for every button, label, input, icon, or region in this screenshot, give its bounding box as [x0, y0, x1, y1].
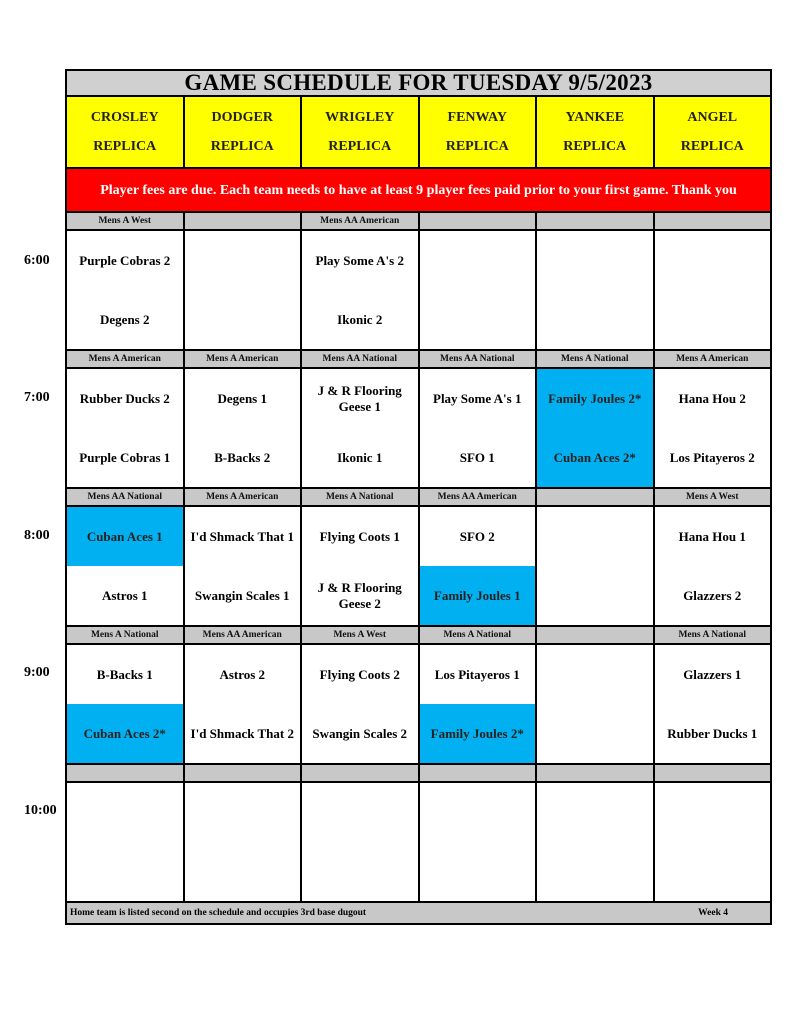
field-subtitle: REPLICA — [563, 138, 627, 154]
division-label: Mens AA American — [302, 213, 418, 229]
home-team — [302, 842, 418, 901]
home-team: Purple Cobras 1 — [67, 428, 183, 487]
game-cell — [185, 645, 301, 763]
division-label: Mens A National — [655, 627, 771, 643]
field-subtitle: REPLICA — [93, 138, 157, 154]
division-label: Mens AA National — [67, 489, 183, 505]
time-label: 6:00 — [24, 253, 50, 268]
away-team — [185, 783, 301, 842]
game-cell — [420, 231, 536, 349]
field-header-dodger — [185, 97, 301, 167]
division-row — [67, 765, 770, 783]
game-cell — [67, 231, 183, 349]
field-header-wrigley — [302, 97, 418, 167]
home-team: J & R Flooring Geese 2 — [302, 566, 418, 625]
game-cell — [655, 507, 771, 625]
away-team: Family Joules 2* — [537, 369, 653, 428]
time-label: 9:00 — [24, 665, 50, 680]
field-header-angel — [655, 97, 771, 167]
game-cell — [302, 507, 418, 625]
home-team: Astros 1 — [67, 566, 183, 625]
division-label — [537, 213, 653, 229]
home-team — [67, 842, 183, 901]
home-team — [420, 842, 536, 901]
time-label: 8:00 — [24, 528, 50, 543]
game-cell — [185, 231, 301, 349]
division-label: Mens A American — [185, 351, 301, 367]
home-team: Ikonic 1 — [302, 428, 418, 487]
game-cell — [537, 507, 653, 625]
away-team — [67, 783, 183, 842]
field-name: WRIGLEY — [325, 109, 395, 125]
away-team: I'd Shmack That 1 — [185, 507, 301, 566]
division-label — [537, 627, 653, 643]
division-label — [185, 765, 301, 781]
home-team: B-Backs 2 — [185, 428, 301, 487]
away-team: B-Backs 1 — [67, 645, 183, 704]
home-team — [185, 842, 301, 901]
game-cell — [655, 783, 771, 901]
division-label: Mens AA National — [302, 351, 418, 367]
away-team — [655, 783, 771, 842]
game-cell — [655, 369, 771, 487]
game-cell — [420, 507, 536, 625]
field-name: CROSLEY — [90, 109, 159, 125]
field-subtitle: REPLICA — [210, 138, 274, 154]
home-team: Swangin Scales 2 — [302, 704, 418, 763]
game-row — [67, 231, 770, 351]
fee-notice-banner: Player fees are due. Each team needs to have at least 9 player fees paid prior to your first game. Thank you — [67, 169, 770, 213]
away-team — [420, 783, 536, 842]
away-team: Hana Hou 2 — [655, 369, 771, 428]
away-team: Flying Coots 2 — [302, 645, 418, 704]
field-name: ANGEL — [687, 109, 738, 125]
away-team — [655, 231, 771, 290]
home-team: Cuban Aces 2* — [537, 428, 653, 487]
home-team: SFO 1 — [420, 428, 536, 487]
game-cell — [67, 783, 183, 901]
week-label: Week 4 — [698, 908, 728, 918]
home-team: Glazzers 2 — [655, 566, 771, 625]
away-team: Cuban Aces 1 — [67, 507, 183, 566]
home-team: Swangin Scales 1 — [185, 566, 301, 625]
away-team: Los Pitayeros 1 — [420, 645, 536, 704]
away-team: Astros 2 — [185, 645, 301, 704]
division-label: Mens A National — [302, 489, 418, 505]
field-name: FENWAY — [447, 109, 507, 125]
game-cell — [302, 231, 418, 349]
division-label — [655, 213, 771, 229]
division-label: Mens AA National — [420, 351, 536, 367]
division-label: Mens A American — [655, 351, 771, 367]
away-team — [302, 783, 418, 842]
home-team: Degens 2 — [67, 290, 183, 349]
home-team: Family Joules 2* — [420, 704, 536, 763]
division-label — [420, 213, 536, 229]
away-team: SFO 2 — [420, 507, 536, 566]
division-label: Mens A National — [420, 627, 536, 643]
away-team: Rubber Ducks 2 — [67, 369, 183, 428]
game-row — [67, 507, 770, 627]
division-row — [67, 351, 770, 369]
home-team — [537, 290, 653, 349]
game-cell — [185, 783, 301, 901]
time-label: 10:00 — [24, 803, 57, 818]
away-team — [537, 231, 653, 290]
division-label — [655, 765, 771, 781]
division-label — [537, 765, 653, 781]
division-label — [185, 213, 301, 229]
time-slots — [67, 213, 770, 903]
game-cell — [302, 783, 418, 901]
division-label — [302, 765, 418, 781]
home-team: Cuban Aces 2* — [67, 704, 183, 763]
away-team — [420, 231, 536, 290]
home-team — [655, 290, 771, 349]
away-team: Purple Cobras 2 — [67, 231, 183, 290]
division-row — [67, 213, 770, 231]
game-row — [67, 783, 770, 903]
footer-bar — [67, 903, 770, 923]
away-team: J & R Flooring Geese 1 — [302, 369, 418, 428]
away-team: Glazzers 1 — [655, 645, 771, 704]
away-team — [537, 507, 653, 566]
game-cell — [185, 369, 301, 487]
game-cell — [420, 369, 536, 487]
away-team: Play Some A's 2 — [302, 231, 418, 290]
home-team — [537, 704, 653, 763]
division-label: Mens AA American — [420, 489, 536, 505]
field-name: DODGER — [211, 109, 273, 125]
home-team: Los Pitayeros 2 — [655, 428, 771, 487]
field-header-fenway — [420, 97, 536, 167]
home-team — [420, 290, 536, 349]
home-team — [537, 566, 653, 625]
field-name: YANKEE — [565, 109, 625, 125]
away-team — [537, 645, 653, 704]
field-subtitle: REPLICA — [445, 138, 509, 154]
game-cell — [420, 783, 536, 901]
away-team — [185, 231, 301, 290]
game-row — [67, 369, 770, 489]
division-label: Mens A West — [655, 489, 771, 505]
game-cell — [185, 507, 301, 625]
game-cell — [655, 645, 771, 763]
game-cell — [537, 783, 653, 901]
division-label: Mens A National — [67, 627, 183, 643]
division-row — [67, 489, 770, 507]
game-cell — [67, 645, 183, 763]
home-team: Ikonic 2 — [302, 290, 418, 349]
game-row — [67, 645, 770, 765]
division-label — [420, 765, 536, 781]
game-cell — [67, 369, 183, 487]
home-team-note: Home team is listed second on the schedule and occupies 3rd base dugout — [70, 908, 367, 918]
away-team: Play Some A's 1 — [420, 369, 536, 428]
division-label — [67, 765, 183, 781]
home-team — [537, 842, 653, 901]
division-label: Mens A National — [537, 351, 653, 367]
field-header-crosley — [67, 97, 183, 167]
division-label: Mens A American — [185, 489, 301, 505]
home-team: Family Joules 1 — [420, 566, 536, 625]
away-team — [537, 783, 653, 842]
field-header-row — [67, 97, 770, 169]
home-team: Rubber Ducks 1 — [655, 704, 771, 763]
game-cell — [537, 231, 653, 349]
game-cell — [302, 645, 418, 763]
away-team: Hana Hou 1 — [655, 507, 771, 566]
home-team — [655, 842, 771, 901]
field-subtitle: REPLICA — [680, 138, 744, 154]
game-cell — [302, 369, 418, 487]
schedule-title: GAME SCHEDULE FOR TUESDAY 9/5/2023 — [67, 71, 770, 97]
game-cell — [67, 507, 183, 625]
division-label: Mens A American — [67, 351, 183, 367]
field-subtitle: REPLICA — [328, 138, 392, 154]
division-label — [537, 489, 653, 505]
time-label: 7:00 — [24, 390, 50, 405]
field-header-yankee — [537, 97, 653, 167]
division-row — [67, 627, 770, 645]
game-cell — [655, 231, 771, 349]
game-cell — [537, 645, 653, 763]
away-team: Degens 1 — [185, 369, 301, 428]
division-label: Mens A West — [302, 627, 418, 643]
schedule-sheet — [65, 69, 772, 925]
game-cell — [537, 369, 653, 487]
division-label: Mens AA American — [185, 627, 301, 643]
home-team: I'd Shmack That 2 — [185, 704, 301, 763]
home-team — [185, 290, 301, 349]
away-team: Flying Coots 1 — [302, 507, 418, 566]
game-cell — [420, 645, 536, 763]
division-label: Mens A West — [67, 213, 183, 229]
